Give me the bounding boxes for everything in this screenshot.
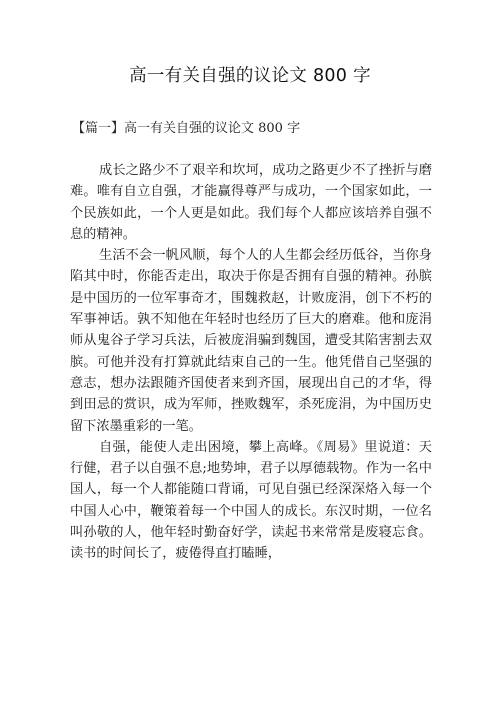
document-title: 高一有关自强的议论文 800 字 bbox=[129, 66, 371, 86]
paragraph-2: 生活不会一帆风顺，每个人的人生都会经历低谷，当你身陷其中时，你能否走出，取决于你是否拥有自强的精神。孙膑是中国历的一位军事奇才，围魏救赵，计败庞涓，创下不朽的军事神话。孰不知他在年轻时也经历了巨大的磨难。他和庞涓师从鬼谷子学习兵法，后被庞涓骗到魏国，遭受其陷害割去双膑。可他并没有打算就此结束自己的一生。他凭借自己坚强的意志，想办法跟随齐国使者来到齐国，展现出自己的才华，得到田忌的赏识，成为军师，挫败魏军，杀死庞涓，为中国历史留下浓墨重彩的一笔。 bbox=[70, 248, 432, 434]
paragraph-1: 成长之路少不了艰辛和坎坷，成功之路更少不了挫折与磨难。唯有自立自强，才能赢得尊严与成功，一个国家如此，一个民族如此，一个人更是如此。我们每个人都应该培养自强不息的精神。 bbox=[70, 163, 432, 242]
document-body bbox=[70, 160, 432, 565]
section-heading: 【篇一】高一有关自强的议论文 800 字 bbox=[72, 121, 301, 136]
paragraph-3: 自强，能使人走出困境，攀上高峰。《周易》里说道：天行健，君子以自强不息;地势坤，君子以厚德载物。作为一名中国人，每一个人都能随口背诵，可见自强已经深深烙入每一个中国人心中，鞭策着每一个中国人的成长。东汉时期，一位名叫孙敬的人，他年轻时勤奋好学，读起书来常常是废寝忘食。读书的时间长了，疲倦得直打瞌睡， bbox=[70, 439, 432, 562]
